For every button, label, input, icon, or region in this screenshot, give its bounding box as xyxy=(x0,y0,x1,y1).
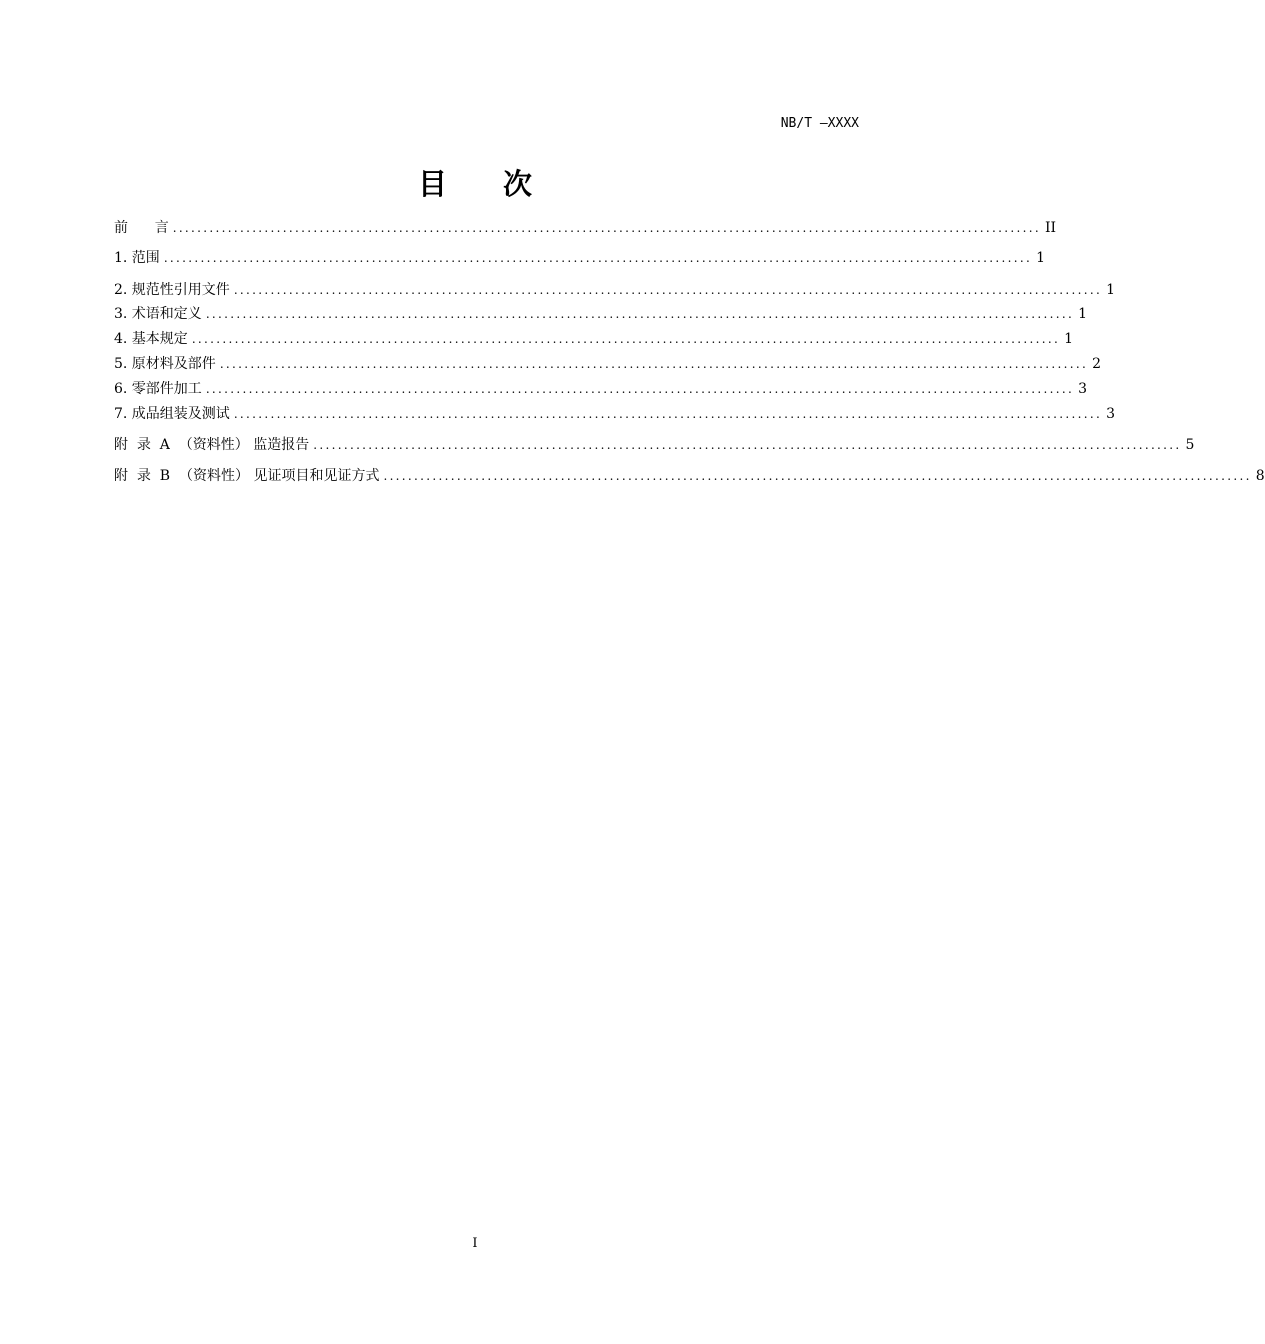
toc-entry-label: 2. 规范性引用文件 xyxy=(114,282,230,298)
toc-leader-dots: .............................................................................................................................................. xyxy=(219,357,1089,371)
toc-entry-terms-definitions[interactable] xyxy=(114,304,1087,324)
toc-entry-page: 3 xyxy=(1078,381,1087,397)
toc-entry-parts-machining[interactable] xyxy=(114,379,1087,399)
toc-entry-appendix-b[interactable] xyxy=(114,466,1265,486)
toc-entry-page: 8 xyxy=(1255,468,1265,484)
toc-entry-label: 前 言 xyxy=(114,220,169,236)
toc-entry-appendix-a[interactable] xyxy=(114,435,1195,455)
toc-leader-dots: .............................................................................................................................................. xyxy=(205,382,1075,396)
page-number: I xyxy=(472,1236,478,1251)
toc-title-char-2: 次 xyxy=(503,167,533,201)
toc-entry-page: 5 xyxy=(1185,437,1195,453)
toc-leader-dots: .............................................................................................................................................. xyxy=(233,283,1103,297)
toc-entry-label: 3. 术语和定义 xyxy=(114,306,202,322)
toc-title xyxy=(0,162,950,203)
toc-entry-page: 2 xyxy=(1092,356,1101,372)
toc-entry-scope[interactable] xyxy=(114,248,1045,268)
toc-entry-page: 3 xyxy=(1106,406,1115,422)
toc-entry-label: 附 录 B （资料性） 见证项目和见证方式 xyxy=(114,468,380,484)
toc-leader-dots: .............................................................................................................................................. xyxy=(383,469,1252,483)
toc-entry-page: 1 xyxy=(1078,306,1087,322)
toc-entry-page: 1 xyxy=(1036,250,1045,266)
toc-title-char-1: 目 xyxy=(417,167,447,201)
toc-entry-page: 1 xyxy=(1064,331,1073,347)
toc-entry-label: 5. 原材料及部件 xyxy=(114,356,216,372)
toc-entry-label: 附 录 A （资料性） 监造报告 xyxy=(114,437,310,453)
toc-entry-basic-provisions[interactable] xyxy=(114,329,1073,349)
toc-entry-page: II xyxy=(1044,220,1057,236)
toc-entry-assembly-testing[interactable] xyxy=(114,404,1115,424)
toc-entry-label: 4. 基本规定 xyxy=(114,331,188,347)
toc-leader-dots: .............................................................................................................................................. xyxy=(191,332,1061,346)
toc-entry-label: 1. 范围 xyxy=(114,250,160,266)
toc-leader-dots: .............................................................................................................................................. xyxy=(163,251,1033,265)
toc-leader-dots: .............................................................................................................................................. xyxy=(172,221,1041,235)
toc-leader-dots: .............................................................................................................................................. xyxy=(205,307,1075,321)
document-code: NB/T —XXXX xyxy=(780,116,859,131)
toc-entry-materials-parts[interactable] xyxy=(114,354,1101,374)
toc-entry-label: 6. 零部件加工 xyxy=(114,381,202,397)
toc-entry-normative-references[interactable] xyxy=(114,280,1115,300)
toc-entry-page: 1 xyxy=(1106,282,1115,298)
toc-leader-dots: .............................................................................................................................................. xyxy=(233,407,1103,421)
toc-entry-foreword[interactable] xyxy=(114,218,1057,238)
toc-leader-dots: .............................................................................................................................................. xyxy=(313,438,1182,452)
toc-entry-label: 7. 成品组装及测试 xyxy=(114,406,230,422)
